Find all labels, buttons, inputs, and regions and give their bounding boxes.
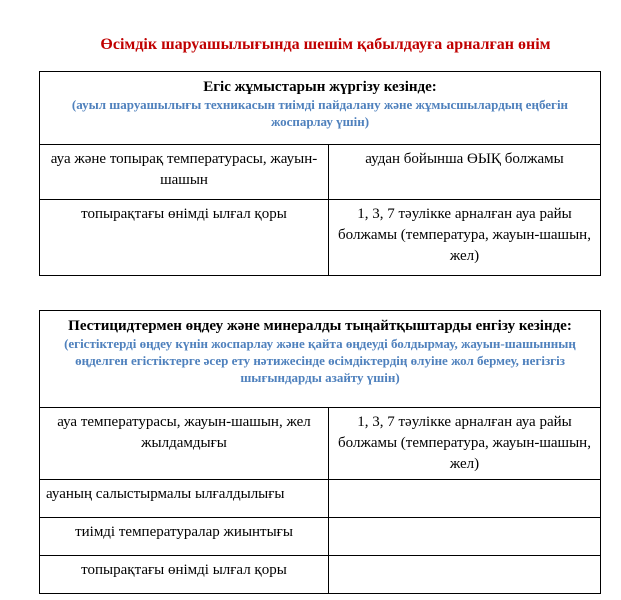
table-cell: топырақтағы өнімді ылғал қоры (40, 556, 329, 594)
table-cell: 1, 3, 7 тәулікке арналған ауа райы болжамы (температура, жауын-шашын, жел) (329, 408, 601, 480)
table-cell-empty (329, 518, 601, 556)
table-row (40, 518, 601, 556)
decision-table-pesticides (39, 310, 601, 594)
table-heading: Егіс жұмыстарын жүргізу кезінде: (203, 79, 437, 95)
table-cell: 1, 3, 7 тәулікке арналған ауа райы болжамы (температура, жауын-шашын, жел) (329, 200, 601, 276)
table-heading: Пестицидтермен өңдеу және минералды тыңайтқыштарды енгізу кезінде: (68, 318, 572, 334)
table-cell: аудан бойынша ӨЫҚ болжамы (329, 145, 601, 200)
table-row (40, 480, 601, 518)
table-row (40, 408, 601, 480)
table-row (40, 145, 601, 200)
table-cell-empty (329, 556, 601, 594)
table-row (40, 200, 601, 276)
table-row (40, 556, 601, 594)
table-cell: ауа және топырақ температурасы, жауын-шашын (40, 145, 329, 200)
table-header-cell (40, 311, 601, 408)
table-header-cell (40, 72, 601, 145)
table-cell: топырақтағы өнімді ылғал қоры (40, 200, 329, 276)
table-cell: тиімді температуралар жиынтығы (40, 518, 329, 556)
document-title: Өсімдік шаруашылығында шешім қабылдауға арналған өнім (100, 36, 551, 53)
table-header-row (40, 72, 601, 145)
table-header-row (40, 311, 601, 408)
table-cell-empty (329, 480, 601, 518)
table-subheading: (ауыл шаруашылығы техникасын тиімді пайдалану және жұмысшылардың еңбегін жоспарлау үшін) (71, 97, 569, 129)
table-cell: ауа температурасы, жауын-шашын, жел жылдамдығы (40, 408, 329, 480)
decision-table-sowing (39, 71, 601, 276)
table-subheading: (егістіктерді өңдеу күнін жоспарлау және қайта өңдеуді болдырмау, жауын-шашынның өңделген егістіктерге әсер ету нәтижесінде өсімдіктердің өлуіне жол бермеу, негізгіз шығындарды азайту үшін) (64, 336, 576, 385)
table-cell: ауаның салыстырмалы ылғалдылығы (40, 480, 329, 518)
